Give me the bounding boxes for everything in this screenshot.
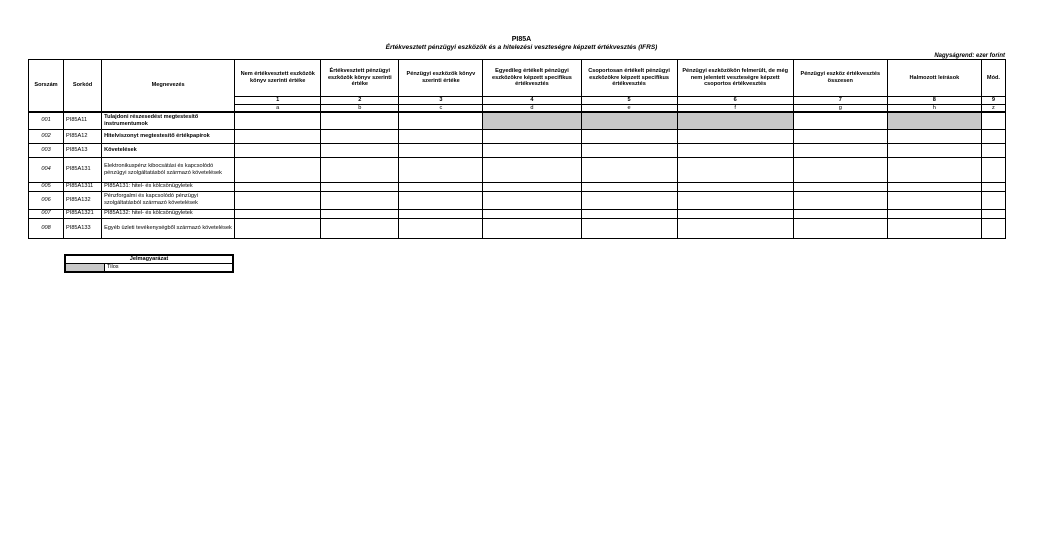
col-letter: c [399,105,483,113]
row-sorszam: 001 [29,112,64,129]
data-cell[interactable] [887,182,981,191]
data-cell[interactable] [887,218,981,238]
data-cell[interactable] [793,143,887,157]
col-number: 2 [321,97,399,105]
col-letter: g [793,105,887,113]
data-cell[interactable] [887,143,981,157]
data-cell[interactable] [887,157,981,182]
data-cell[interactable] [793,129,887,143]
data-cell[interactable] [321,143,399,157]
unit-note: Nagyságrend: ezer forint [934,53,1005,59]
header-col-1: Nem értékvesztett eszközök könyv szerinti értéke [235,60,321,97]
row-sorkod: PI85A132 [64,191,102,209]
data-cell[interactable] [399,143,483,157]
data-cell[interactable] [399,129,483,143]
col-number: 7 [793,97,887,105]
data-cell[interactable] [581,143,677,157]
header-col-7: Pénzügyi eszköz értékvesztés összesen [793,60,887,97]
data-cell[interactable] [581,157,677,182]
data-cell[interactable] [399,182,483,191]
row-sorszam: 003 [29,143,64,157]
col-number: 1 [235,97,321,105]
data-cell[interactable] [677,143,793,157]
row-megnevezes: Követelések [102,143,235,157]
col-letter: e [581,105,677,113]
data-cell[interactable] [321,218,399,238]
legend-title: Jelmagyarázat [65,255,233,264]
header-sorkod: Sorkód [64,60,102,113]
header-megnevezes: Megnevezés [102,60,235,113]
disabled-cell [483,112,581,129]
row-sorkod: PI85A12 [64,129,102,143]
col-letter: h [887,105,981,113]
data-cell[interactable] [399,209,483,218]
data-cell[interactable] [399,112,483,129]
data-cell[interactable] [483,157,581,182]
data-cell[interactable] [483,191,581,209]
data-cell[interactable] [399,191,483,209]
row-megnevezes: PI85A132: hitel- és kölcsönügyletek [102,209,235,218]
col-number: 5 [581,97,677,105]
report-code: PI85A [511,36,532,43]
data-cell[interactable] [581,209,677,218]
data-cell[interactable] [235,191,321,209]
data-cell[interactable] [235,129,321,143]
data-cell[interactable] [793,157,887,182]
data-cell[interactable] [677,157,793,182]
data-cell[interactable] [981,218,1005,238]
data-cell[interactable] [235,143,321,157]
col-letter: b [321,105,399,113]
data-cell[interactable] [887,209,981,218]
row-megnevezes: Elektronikuspénz kibocsátási és kapcsolódó pénzügyi szolgáltatásból származó követelések [102,157,235,182]
data-cell[interactable] [887,129,981,143]
table-row [29,129,1006,143]
row-sorszam: 006 [29,191,64,209]
data-cell[interactable] [321,191,399,209]
row-sorkod: PI85A133 [64,218,102,238]
row-megnevezes: Pénzforgalmi és kapcsolódó pénzügyi szolgáltatásból származó követelések [102,191,235,209]
table-row [29,182,1006,191]
data-cell[interactable] [399,218,483,238]
disabled-cell [887,112,981,129]
data-cell[interactable] [981,182,1005,191]
legend-label: Tilos [105,264,234,273]
legend [64,254,234,273]
col-number: 9 [981,97,1005,105]
table-row [29,191,1006,209]
data-cell[interactable] [581,182,677,191]
header-mod: Mód. [981,60,1005,97]
data-cell[interactable] [581,191,677,209]
data-cell[interactable] [235,218,321,238]
data-cell[interactable] [677,209,793,218]
data-cell[interactable] [483,143,581,157]
col-letter: d [483,105,581,113]
data-cell[interactable] [981,191,1005,209]
col-letter: f [677,105,793,113]
data-cell[interactable] [677,182,793,191]
row-sorkod: PI85A1321 [64,209,102,218]
col-number: 6 [677,97,793,105]
data-cell[interactable] [483,209,581,218]
data-cell[interactable] [981,112,1005,129]
data-cell[interactable] [981,129,1005,143]
row-megnevezes: Egyéb üzleti tevékenységből származó követelések [102,218,235,238]
header-sorszam: Sorszám [29,60,64,113]
header-col-5: Csoportosan értékelt pénzügyi eszközökre képzett specifikus értékvesztés [581,60,677,97]
header-col-6: Pénzügyi eszközökön felmerült, de még nem jelentett veszteségre képzett csoportos értékvesztés [677,60,793,97]
col-number: 8 [887,97,981,105]
data-cell[interactable] [321,209,399,218]
data-cell[interactable] [235,112,321,129]
row-sorszam: 002 [29,129,64,143]
header-col-8: Halmozott leírások [887,60,981,97]
legend-swatch [65,264,105,273]
disabled-cell [677,112,793,129]
data-cell[interactable] [399,157,483,182]
col-number: 4 [483,97,581,105]
data-cell[interactable] [887,191,981,209]
data-cell[interactable] [235,157,321,182]
table-row [29,157,1006,182]
row-sorszam: 007 [29,209,64,218]
data-cell[interactable] [581,129,677,143]
data-cell[interactable] [793,191,887,209]
data-cell[interactable] [981,209,1005,218]
header-col-2: Értékvesztett pénzügyi eszközök könyv szerinti értéke [321,60,399,97]
report-title: Értékvesztett pénzügyi eszközök és a hitelezési veszteségre képzett értékvesztés (IFRS) [385,44,658,51]
data-cell[interactable] [793,182,887,191]
data-cell[interactable] [793,218,887,238]
row-sorszam: 008 [29,218,64,238]
row-sorkod: PI85A131 [64,157,102,182]
data-cell[interactable] [793,112,887,129]
row-sorszam: 004 [29,157,64,182]
row-sorkod: PI85A1311 [64,182,102,191]
col-number: 3 [399,97,483,105]
col-letter: a [235,105,321,113]
row-megnevezes: PI85A131: hitel- és kölcsönügyletek [102,182,235,191]
data-cell[interactable] [483,218,581,238]
table-row [29,143,1006,157]
data-cell[interactable] [981,143,1005,157]
row-sorkod: PI85A13 [64,143,102,157]
data-cell[interactable] [321,157,399,182]
header-col-4: Egyedileg értékelt pénzügyi eszközökre képzett specifikus értékvesztés [483,60,581,97]
table-row [29,112,1006,129]
table-row [29,209,1006,218]
data-cell[interactable] [483,182,581,191]
table-row [29,218,1006,238]
report-table [28,59,1006,239]
data-cell[interactable] [235,182,321,191]
data-cell[interactable] [321,182,399,191]
row-sorszam: 005 [29,182,64,191]
header-col-3: Pénzügyi eszközök könyv szerinti értéke [399,60,483,97]
col-letter: z [981,105,1005,113]
data-cell[interactable] [235,209,321,218]
data-cell[interactable] [483,129,581,143]
data-cell[interactable] [321,129,399,143]
data-cell[interactable] [581,218,677,238]
data-cell[interactable] [677,129,793,143]
data-cell[interactable] [677,191,793,209]
data-cell[interactable] [981,157,1005,182]
data-cell[interactable] [321,112,399,129]
data-cell[interactable] [677,218,793,238]
disabled-cell [581,112,677,129]
row-sorkod: PI85A11 [64,112,102,129]
row-megnevezes: Tulajdoni részesedést megtestesítő instrumentumok [102,112,235,129]
data-cell[interactable] [793,209,887,218]
row-megnevezes: Hitelviszonyt megtestesítő értékpapírok [102,129,235,143]
